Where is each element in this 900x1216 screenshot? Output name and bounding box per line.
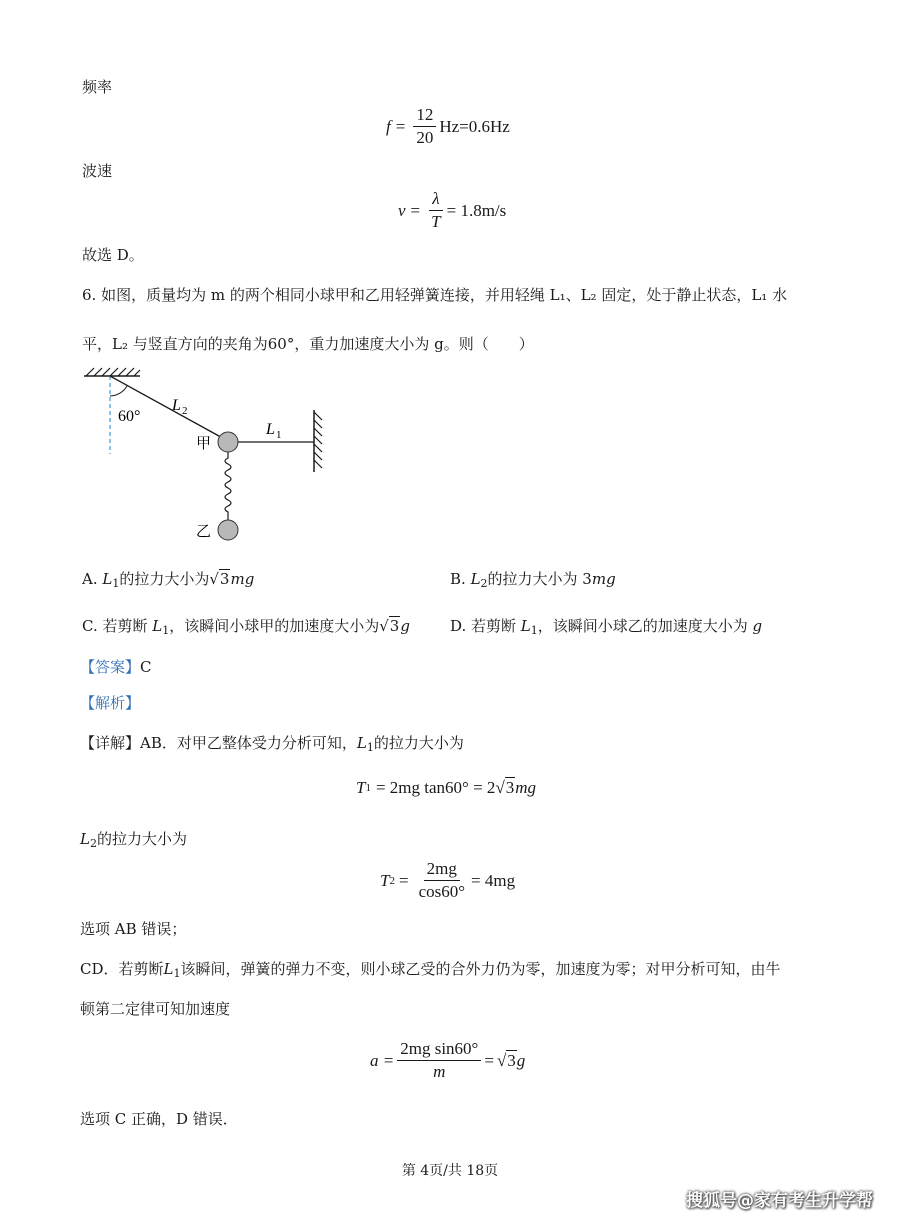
cd-line1 <box>80 958 781 980</box>
equation-a <box>370 1038 525 1083</box>
vel-result: = 1.8m/s <box>446 200 507 220</box>
detail-line1-tail: 的拉力大小为 <box>373 734 464 752</box>
option-d-text: ，该瞬间小球乙的加速度大小为 <box>537 617 753 635</box>
detail-line1-l: L <box>356 734 367 752</box>
equation-t2: T 2 = $\frac{2mg}{\cos 60^\circ}$ = 4mg <box>380 859 516 901</box>
vel-denominator: T <box>431 212 441 231</box>
answer-value: C <box>140 658 152 676</box>
a-radicand: 3 <box>507 1050 516 1070</box>
velocity-equation <box>398 188 506 233</box>
option-c-prefix: C. 若剪断 <box>82 617 153 635</box>
option-b-sub: 2 <box>480 577 488 590</box>
angle-arc <box>110 386 127 396</box>
option-d-tail: g <box>752 617 763 635</box>
t1-tail: mg <box>515 778 537 797</box>
cd-line1-post: 该瞬间，弹簧的弹力不变，则小球乙受的合外力仍为零，加速度为零；对甲分析可知，由牛 <box>180 960 781 978</box>
option-d-sub: 1 <box>530 624 538 637</box>
ab-wrong: 选项 AB 错误； <box>80 920 187 938</box>
vel-numerator: λ <box>429 188 442 211</box>
l1-label-sub: 1 <box>276 429 282 441</box>
t2-lhs: T <box>380 870 390 890</box>
t1-lhs: T <box>356 778 366 797</box>
t1-sqrt: √3 <box>495 778 515 797</box>
option-a-l: L <box>102 570 113 588</box>
option-d-prefix: D. 若剪断 <box>450 617 521 635</box>
option-a-radicand: 3 <box>219 570 230 588</box>
wall-hatch <box>314 412 322 468</box>
vel-eq-sign: = <box>410 200 421 220</box>
t1-radicand: 3 <box>505 778 515 797</box>
a-sqrt: √3 <box>496 1050 516 1070</box>
option-a[interactable] <box>82 568 254 590</box>
ceiling-hatch <box>86 368 140 376</box>
t2-numerator: 2mg <box>424 858 460 881</box>
freq-fraction <box>413 104 436 149</box>
option-a-sqrt: √3 <box>209 570 230 588</box>
freq-eq-sign: = <box>395 116 406 136</box>
t2-rhs: = 4mg <box>471 870 516 890</box>
option-c[interactable] <box>82 615 410 637</box>
a-fraction <box>397 1038 481 1083</box>
freq-result: Hz=0.6Hz <box>439 116 510 136</box>
freq-denominator: 20 <box>416 128 434 147</box>
option-c-text: ，该瞬间小球甲的加速度大小为 <box>169 617 380 635</box>
l2-line-sub: 2 <box>89 837 97 850</box>
l2-line <box>80 828 187 850</box>
freq-symbol: f <box>386 116 391 136</box>
cd-line2: 顿第二定律可知加速度 <box>80 1000 231 1018</box>
option-a-prefix: A. <box>82 570 103 588</box>
detail-line1-sub: 1 <box>366 741 374 754</box>
a-numerator: 2mg sin60° <box>397 1038 481 1061</box>
velocity-label: 波速 <box>82 162 113 180</box>
question6-line1: 6. 如图，质量均为 m 的两个相同小球甲和乙用轻弹簧连接，并用轻绳 L₁、L₂ 固定，处于静止状态，L₁ 水 <box>82 286 788 304</box>
t2-denominator: cos60° <box>418 882 466 901</box>
t2-fraction <box>416 858 468 903</box>
l2-line-text: 的拉力大小为 <box>96 830 187 848</box>
option-c-sqrt: √3 <box>379 617 400 635</box>
t1-lhs-sub: 1 <box>365 782 371 794</box>
question6-line2: 平，L₂ 与竖直方向的夹角为60°，重力加速度大小为 g。则（ ） <box>82 335 534 353</box>
a-lhs: a = <box>370 1050 395 1070</box>
option-d[interactable] <box>450 615 762 637</box>
vel-symbol: v <box>398 200 406 220</box>
option-b-l: L <box>470 570 481 588</box>
cd-line1-pre: CD．若剪断 <box>80 960 164 978</box>
option-b-tail: mg <box>591 570 616 588</box>
option-a-tail: mg <box>230 570 255 588</box>
detail-tag: 【详解】 <box>80 734 141 752</box>
answer5-text: 故选 D。 <box>82 246 144 264</box>
ball-a-label: 甲 <box>196 434 212 452</box>
t2-lhs-sub: 2 <box>389 874 395 887</box>
conclusion: 选项 C 正确，D 错误． <box>80 1110 238 1128</box>
equation-t1 <box>356 778 536 798</box>
detail-line1 <box>80 732 464 754</box>
option-c-radicand: 3 <box>389 617 400 635</box>
option-d-l: L <box>520 617 531 635</box>
cd-line1-sub: 1 <box>173 967 181 980</box>
option-b-prefix: B. <box>450 570 471 588</box>
a-tail: g <box>516 1050 526 1070</box>
cd-line1-l: L <box>163 960 174 978</box>
answer-tag: 【答案】 <box>80 658 141 676</box>
t1-mid: = 2mg tan60° = 2 <box>375 778 496 797</box>
frequency-equation <box>386 104 510 149</box>
l2-label-sub: 2 <box>182 405 188 417</box>
option-c-l: L <box>152 617 163 635</box>
l2-label: L <box>172 397 181 414</box>
spring <box>225 452 231 520</box>
option-c-sub: 1 <box>162 624 170 637</box>
l1-label: L <box>266 421 275 438</box>
option-a-sub: 1 <box>112 577 120 590</box>
a-denominator: m <box>433 1062 446 1081</box>
option-a-text: 的拉力大小为 <box>119 570 210 588</box>
angle-label: 60° <box>118 408 141 425</box>
a-rhs-eq: = <box>484 1050 494 1070</box>
frequency-label: 频率 <box>82 78 113 96</box>
analysis-tag: 【解析】 <box>80 694 141 712</box>
physics-figure <box>70 362 340 552</box>
ball-b <box>218 520 238 540</box>
watermark: 搜狐号@家有考生升学帮 <box>686 1191 873 1211</box>
ball-a <box>218 432 238 452</box>
page-footer: 第 4页/共 18页 <box>401 1163 499 1179</box>
ball-b-label: 乙 <box>196 522 212 540</box>
answer-line <box>80 656 152 677</box>
option-c-tail: g <box>400 617 410 635</box>
option-b-text: 的拉力大小为 3 <box>487 570 592 588</box>
vel-fraction <box>428 188 443 233</box>
freq-numerator: 12 <box>413 104 436 127</box>
option-b[interactable] <box>450 568 616 590</box>
detail-line1-text: AB．对甲乙整体受力分析可知， <box>140 734 357 752</box>
l2-line-l: L <box>80 830 90 848</box>
